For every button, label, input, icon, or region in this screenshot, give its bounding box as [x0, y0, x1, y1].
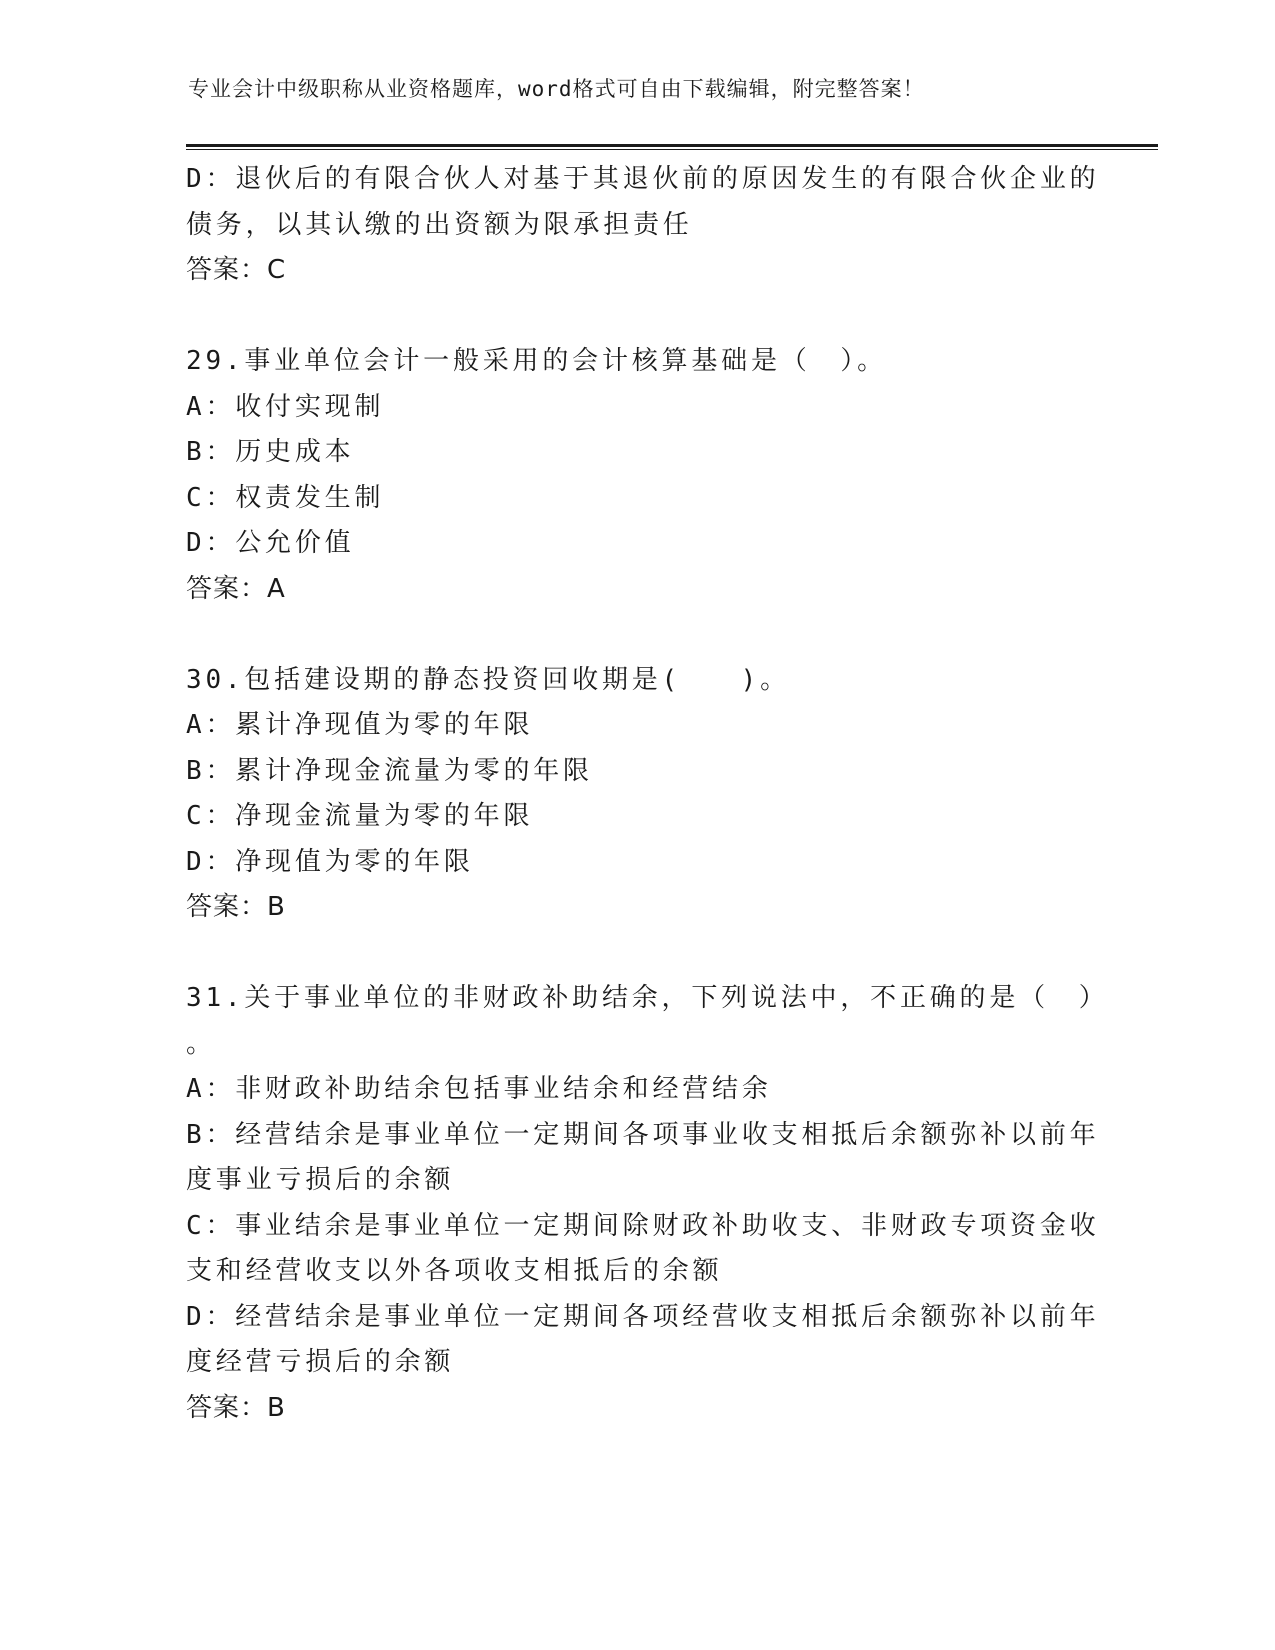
question-stem: 29.事业单位会计一般采用的会计核算基础是（ ）。: [186, 346, 887, 376]
answer-label: 答案：B: [186, 1392, 286, 1423]
question-29: [186, 339, 1086, 612]
option-d-line-1: D：经营结余是事业单位一定期间各项经营收支相抵后余额弥补以前年: [186, 1301, 1100, 1332]
question-stem: 30.包括建设期的静态投资回收期是( )。: [186, 664, 790, 695]
page-header: 专业会计中级职称从业资格题库，word格式可自由下载编辑，附完整答案！: [188, 77, 925, 101]
option-a: A：非财政补助结余包括事业结余和经营结余: [186, 1074, 772, 1104]
option-a: A：累计净现值为零的年限: [186, 710, 534, 740]
option-c-line-1: C：事业结余是事业单位一定期间除财政补助收支、非财政专项资金收: [186, 1210, 1100, 1241]
option-d: D：净现值为零的年限: [186, 846, 474, 877]
question-stem-line-1: 31.关于事业单位的非财政补助结余，下列说法中，不正确的是（ ）: [186, 983, 1109, 1013]
option-d-line-2: 度经营亏损后的余额: [186, 1347, 455, 1377]
document-body: [186, 157, 1109, 1431]
option-d-line-2: 债务，以其认缴的出资额为限承担责任: [186, 209, 693, 240]
answer-label: 答案：C: [186, 255, 287, 285]
option-d-line-1: D：退伙后的有限合伙人对基于其退伙前的原因发生的有限合伙企业的: [186, 164, 1100, 194]
option-b-line-2: 度事业亏损后的余额: [186, 1165, 455, 1195]
answer-label: 答案：A: [186, 573, 286, 604]
option-b: B：累计净现金流量为零的年限: [186, 755, 593, 786]
carry-over-question: [186, 157, 1100, 294]
option-b: B：历史成本: [186, 437, 355, 467]
question-30: [186, 658, 1086, 931]
option-c-line-2: 支和经营收支以外各项收支相抵后的余额: [186, 1256, 723, 1286]
header-divider: [186, 144, 1158, 150]
spacer: [186, 931, 1086, 977]
question-31: [186, 976, 1109, 1431]
question-stem-line-2: 。: [186, 1028, 216, 1059]
option-a: A：收付实现制: [186, 391, 385, 422]
option-b-line-1: B：经营结余是事业单位一定期间各项事业收支相抵后余额弥补以前年: [186, 1119, 1100, 1150]
spacer: [186, 294, 1086, 340]
option-c: C：净现金流量为零的年限: [186, 801, 534, 831]
answer-label: 答案：B: [186, 892, 286, 922]
option-d: D：公允价值: [186, 528, 355, 558]
option-c: C：权责发生制: [186, 482, 385, 513]
spacer: [186, 612, 1086, 658]
